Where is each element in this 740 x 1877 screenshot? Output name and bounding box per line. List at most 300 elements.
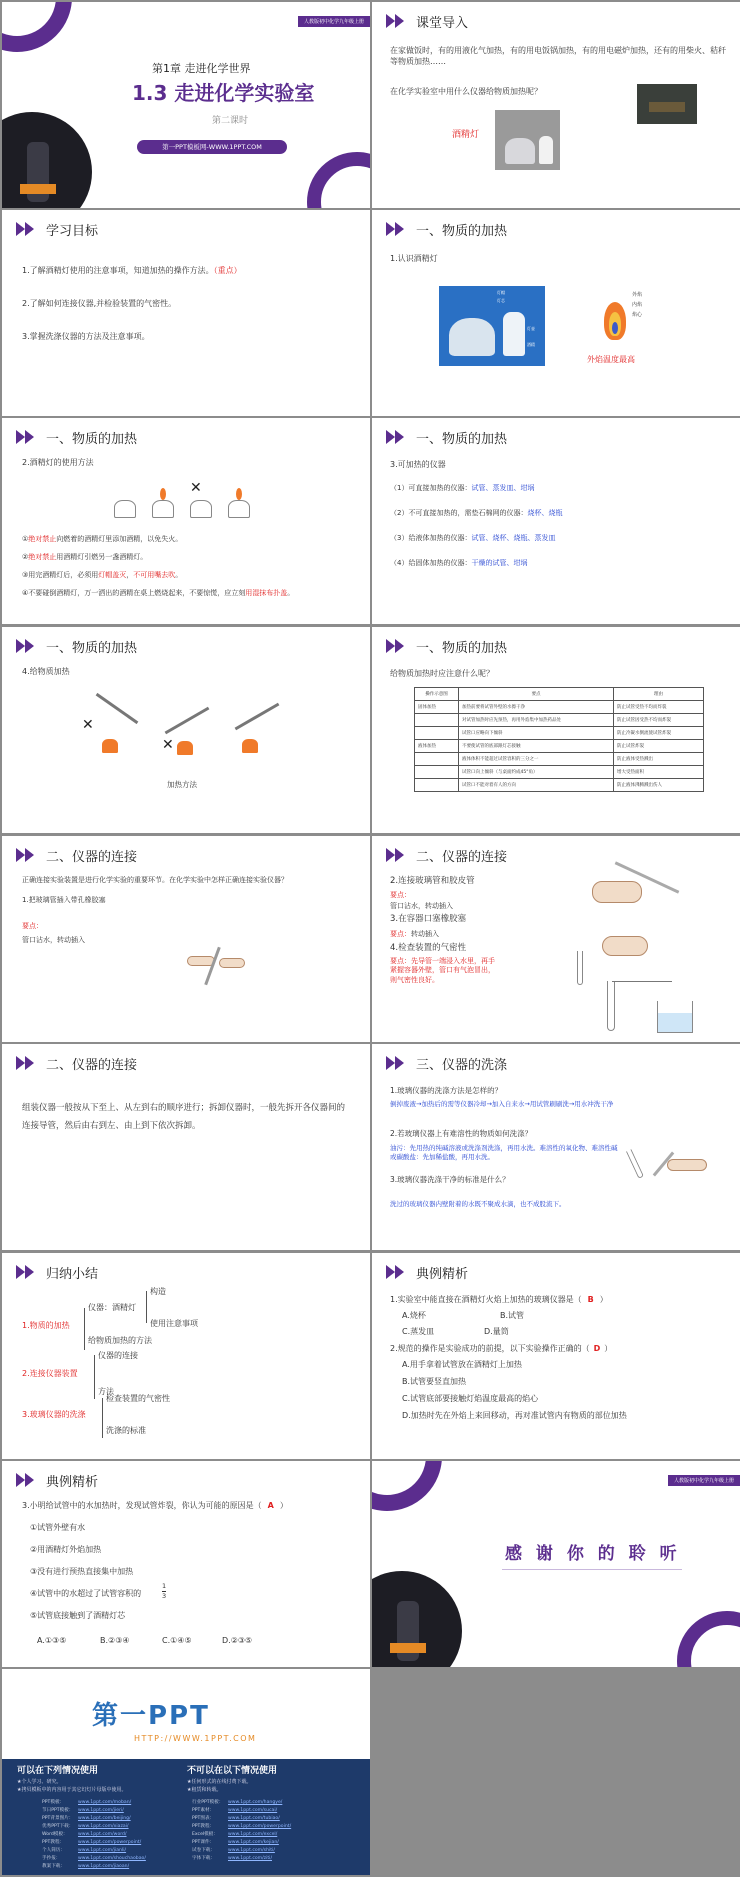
table-row bbox=[415, 714, 704, 727]
table-cell: 不要使试管的底部跟灯芯接触 bbox=[459, 740, 614, 753]
reason-item: ①试管外壁有水 bbox=[30, 1523, 86, 1532]
slide-title: 学习目标 bbox=[46, 223, 99, 239]
rule-warning: 灯帽盖灭 bbox=[98, 571, 127, 579]
slide-goals[interactable] bbox=[2, 210, 370, 416]
summary-node: 仪器的连接 bbox=[98, 1351, 138, 1360]
tree-bracket bbox=[102, 1398, 103, 1438]
goal-item-3: 3.掌握洗涤仪器的方法及注意事项。 bbox=[22, 332, 150, 341]
connect-step-4: 4.检查装置的气密性 bbox=[390, 943, 467, 953]
table-cell bbox=[415, 779, 459, 792]
rule-warning: 绝对禁止 bbox=[28, 535, 57, 543]
link-row bbox=[42, 1839, 146, 1847]
slide-header bbox=[372, 1261, 468, 1283]
lesson-subtitle: 第二课时 bbox=[212, 116, 249, 126]
line-label: （4）给固体加热的仪器： bbox=[390, 559, 472, 567]
link-row bbox=[42, 1855, 146, 1863]
link-row bbox=[42, 1863, 146, 1871]
allowed-item: ★拷贝模板中的内容用于其它幻灯片母版中使用。 bbox=[17, 1787, 127, 1793]
intro-question: 在化学实验室中用什么仪器给物质加热呢？ bbox=[390, 87, 542, 96]
key-detail: 管口沾水，转动插入 bbox=[390, 902, 453, 910]
double-arrow-icon bbox=[16, 222, 38, 236]
link-label: 节日PPT模板： bbox=[42, 1808, 74, 1813]
slide-cover[interactable] bbox=[2, 2, 370, 208]
slide-header bbox=[372, 1052, 507, 1074]
summary-node: 检查装置的气密性 bbox=[106, 1394, 170, 1403]
link-url[interactable]: www.1ppt.com/powerpoint/ bbox=[228, 1824, 292, 1829]
slide-header bbox=[2, 1052, 137, 1074]
example-question-3 bbox=[22, 1501, 288, 1512]
option[interactable]: D.②③⑤ bbox=[222, 1636, 253, 1645]
wash-answer-2: 油污：先用热的纯碱溶液或洗涤剂洗涤，再用水洗。难溶性的氧化物、难溶性碱或碳酸盐：先加稀盐酸，再用水洗。 bbox=[390, 1144, 618, 1161]
link-url[interactable]: www.1ppt.com/kejian/ bbox=[228, 1840, 279, 1845]
site-url[interactable]: HTTP://WWW.1PPT.COM bbox=[134, 1734, 257, 1743]
option[interactable]: C.试管底部要接触灯焰温度最高的焰心 bbox=[402, 1394, 539, 1403]
slide-title: 三、仪器的洗涤 bbox=[416, 1057, 508, 1073]
summary-node: 洗涤的标准 bbox=[106, 1426, 146, 1435]
line-value: 试管、蒸发皿、坩埚 bbox=[471, 484, 535, 492]
heating-caption: 加热方法 bbox=[167, 780, 197, 789]
question-text: 3.小明给试管中的水加热时，发现试管炸裂，你认为可能的原因是（ bbox=[22, 1501, 262, 1510]
table-cell: 固体加热 bbox=[415, 701, 459, 714]
rule-text: 。 bbox=[287, 589, 295, 597]
notes-question: 给物质加热时应注意什么呢？ bbox=[390, 669, 494, 678]
decor-ring-top bbox=[372, 1461, 442, 1511]
wash-answer-1: 倒掉废液→加热后的需等仪器冷却→加入自来水→用试管刷刷洗→用水冲洗干净 bbox=[390, 1100, 614, 1108]
double-arrow-icon bbox=[16, 1473, 38, 1487]
slide-examples-1[interactable] bbox=[372, 1253, 740, 1459]
double-arrow-icon bbox=[386, 222, 408, 236]
links-left-list bbox=[42, 1799, 146, 1871]
slide-connect-2[interactable] bbox=[372, 836, 740, 1042]
fraction-numerator: 1 bbox=[162, 1582, 167, 1590]
wash-question-1: 1.玻璃仪器的洗涤方法是怎样的？ bbox=[390, 1086, 503, 1095]
slide-subheading: 2.酒精灯的使用方法 bbox=[22, 458, 94, 467]
double-arrow-icon bbox=[16, 430, 38, 444]
link-row bbox=[42, 1815, 146, 1823]
goal-item-2: 2.了解如何连接仪器,并检验装置的气密性。 bbox=[22, 299, 177, 308]
fraction bbox=[162, 1583, 166, 1599]
site-logo: 第一PPT bbox=[92, 1701, 210, 1731]
goal-text: 1.了解酒精灯使用的注意事项，知道加热的操作方法。 bbox=[22, 266, 214, 275]
option[interactable]: B.试管要竖直加热 bbox=[402, 1377, 467, 1386]
slide-title: 典例精析 bbox=[416, 1266, 469, 1282]
slide-title: 一、物质的加热 bbox=[416, 640, 508, 656]
link-row bbox=[192, 1831, 291, 1839]
connect-step-2: 2.连接玻璃管和胶皮管 bbox=[390, 876, 475, 886]
key-line-3 bbox=[390, 930, 439, 939]
key-detail: 先导管一端浸入水里，再手紧握容器外壁，管口有气泡冒出，则气密性良好。 bbox=[390, 957, 495, 984]
lamp-part-label: 灯壶 bbox=[527, 326, 535, 331]
stopper-figure bbox=[187, 936, 247, 986]
link-url[interactable]: www.1ppt.com/ziti/ bbox=[228, 1856, 272, 1861]
slide-title: 一、物质的加热 bbox=[416, 223, 508, 239]
double-arrow-icon bbox=[386, 1056, 408, 1070]
option[interactable]: C.蒸发皿 bbox=[402, 1327, 435, 1336]
link-label: 手抄报： bbox=[42, 1856, 61, 1861]
rule-text: 用酒精灯引燃另一盏酒精灯。 bbox=[56, 553, 148, 561]
slide-lamp-usage[interactable] bbox=[2, 418, 370, 624]
key-label: 要点： bbox=[390, 957, 411, 965]
slide-connect-3[interactable] bbox=[2, 1044, 370, 1250]
flame-part-label: 焰心 bbox=[632, 312, 643, 318]
decor-ring-bottom bbox=[307, 152, 370, 208]
line-label: （3）给液体加热的仪器： bbox=[390, 534, 472, 542]
link-url[interactable]: www.1ppt.com/shiti/ bbox=[228, 1848, 275, 1853]
table-cell: 防止液体受热溅出 bbox=[614, 753, 704, 766]
summary-branch-1: 1.物质的加热 bbox=[22, 1321, 70, 1330]
double-arrow-icon bbox=[16, 1265, 38, 1279]
double-arrow-icon bbox=[386, 14, 408, 28]
answer-badge: A bbox=[267, 1501, 274, 1510]
slide-header bbox=[2, 1469, 98, 1491]
slide-header bbox=[2, 844, 137, 866]
slide-title: 二、仪器的连接 bbox=[46, 849, 138, 865]
link-url[interactable]: www.1ppt.com/xiazai/ bbox=[78, 1824, 129, 1829]
line-value: 烧杯、烧瓶 bbox=[527, 509, 563, 517]
slide-header bbox=[2, 1261, 98, 1283]
table-cell: 防止试管受热不均而炸裂 bbox=[614, 701, 704, 714]
reason-item: ④试管中的水超过了试管容积的 bbox=[30, 1589, 142, 1598]
link-label: Excel模板： bbox=[192, 1832, 218, 1837]
link-row bbox=[192, 1807, 291, 1815]
instrument-line-4 bbox=[390, 559, 527, 568]
slide-title: 一、物质的加热 bbox=[46, 431, 138, 447]
instrument-line-2 bbox=[390, 509, 562, 518]
rule-text: 不要碰倒酒精灯，万一洒出的酒精在桌上燃烧起来，不要惊慌，应立刻 bbox=[28, 589, 246, 597]
license-panel bbox=[2, 1759, 370, 1875]
link-url[interactable]: www.1ppt.com/word/ bbox=[78, 1832, 127, 1837]
summary-branch-3: 3.玻璃仪器的洗涤 bbox=[22, 1410, 86, 1419]
lamp-diagram bbox=[439, 286, 545, 366]
thanks-text: 感 谢 你 的 聆 听 bbox=[505, 1544, 681, 1564]
decor-ring-top bbox=[2, 2, 72, 52]
table-cell: 液体加热 bbox=[415, 740, 459, 753]
slide-subheading: 4.给物质加热 bbox=[22, 667, 70, 676]
lamp-part-label: 灯帽 bbox=[497, 290, 505, 295]
stove-photo bbox=[637, 84, 697, 124]
rule-text: ， bbox=[126, 571, 134, 579]
link-label: PPT教程： bbox=[42, 1840, 65, 1845]
link-label: PPT素材： bbox=[192, 1808, 215, 1813]
lamp-photo bbox=[495, 110, 560, 170]
flame-diagram bbox=[600, 292, 630, 347]
link-url[interactable]: www.1ppt.com/excel/ bbox=[228, 1832, 278, 1837]
tree-bracket bbox=[84, 1308, 85, 1350]
double-arrow-icon bbox=[16, 848, 38, 862]
slide-title: 归纳小结 bbox=[46, 1266, 99, 1282]
assembly-text: 组装仪器一般按从下至上、从左到右的顺序进行；拆卸仪器时，一般先拆开各仪器间的连接导管，然后由右到左、由上到下依次拆卸。 bbox=[22, 1103, 346, 1131]
table-cell: 对试管加热时应先预热，再用外焰集中加热药品处 bbox=[459, 714, 614, 727]
cross-mark-icon: ✕ bbox=[162, 737, 174, 753]
option[interactable]: C.①④⑤ bbox=[162, 1636, 192, 1645]
summary-node: 给物质加热的方法 bbox=[88, 1336, 152, 1345]
link-row bbox=[192, 1815, 291, 1823]
link-label: PPT模板： bbox=[42, 1800, 65, 1805]
link-url[interactable]: www.1ppt.com/powerpoint/ bbox=[78, 1840, 142, 1845]
link-row bbox=[42, 1831, 146, 1839]
instrument-line-3 bbox=[390, 534, 555, 543]
table-cell: 液体体积不能超过试管容积的三分之一 bbox=[459, 753, 614, 766]
rule-warning: 用湿抹布扑盖 bbox=[245, 589, 288, 597]
thanks-underline bbox=[502, 1569, 682, 1570]
slide-header bbox=[372, 844, 507, 866]
question-text: 1.实验室中能直接在酒精灯火焰上加热的玻璃仪器是（ bbox=[390, 1295, 582, 1304]
double-arrow-icon bbox=[386, 848, 408, 862]
slide-examples-2[interactable] bbox=[2, 1461, 370, 1667]
forbidden-title: 不可以在以下情况使用 bbox=[187, 1766, 278, 1776]
grade-tag: 人教版初中化学九年级上册 bbox=[298, 16, 370, 27]
grade-tag: 人教版初中化学九年级上册 bbox=[668, 1475, 740, 1486]
double-arrow-icon bbox=[386, 430, 408, 444]
slide-title: 典例精析 bbox=[46, 1474, 99, 1490]
microscope-image bbox=[372, 1571, 462, 1667]
slide-connect-1[interactable] bbox=[2, 836, 370, 1042]
cross-mark-icon: ✕ bbox=[190, 480, 202, 496]
rule-number: ② bbox=[22, 553, 29, 561]
slide-title: 一、物质的加热 bbox=[416, 431, 508, 447]
line-label: （2）不可直接加热的，需垫石棉网的仪器： bbox=[390, 509, 528, 517]
table-cell: 防止试管炸裂 bbox=[614, 740, 704, 753]
slide-title: 二、仪器的连接 bbox=[416, 849, 508, 865]
chapter-title: 第1章 走进化学世界 bbox=[152, 62, 251, 75]
decor-ring-bottom bbox=[677, 1611, 740, 1667]
washing-figure bbox=[622, 1144, 712, 1184]
link-label: 个人简历： bbox=[42, 1848, 65, 1853]
table-cell: 防止冷凝水倒流使试管炸裂 bbox=[614, 727, 704, 740]
double-arrow-icon bbox=[386, 639, 408, 653]
question-text: ） bbox=[599, 1295, 608, 1304]
summary-branch-2: 2.连接仪器装置 bbox=[22, 1369, 78, 1378]
link-row bbox=[192, 1823, 291, 1831]
link-row bbox=[192, 1855, 291, 1863]
link-row bbox=[192, 1847, 291, 1855]
link-url[interactable]: www.1ppt.com/jiaoan/ bbox=[78, 1864, 130, 1869]
line-value: 干燥的试管、坩埚 bbox=[471, 559, 528, 567]
table-row bbox=[415, 727, 704, 740]
table-row bbox=[415, 740, 704, 753]
slide-header bbox=[372, 218, 507, 240]
option[interactable]: A.①③⑤ bbox=[37, 1636, 67, 1645]
link-url[interactable]: www.1ppt.com/beijing/ bbox=[78, 1816, 131, 1821]
reason-item: ⑤试管底接触到了酒精灯芯 bbox=[30, 1611, 126, 1620]
slide-header bbox=[2, 635, 137, 657]
rule-text: 。 bbox=[175, 571, 183, 579]
slide-intro[interactable] bbox=[372, 2, 740, 208]
link-url[interactable]: www.1ppt.com/hangye/ bbox=[228, 1800, 283, 1805]
summary-leaf: 构造 bbox=[150, 1287, 166, 1296]
table-header-row bbox=[415, 688, 704, 701]
microscope-image bbox=[2, 112, 92, 208]
forbidden-item: ★任何形式的在线付费下载。 bbox=[187, 1779, 252, 1785]
summary-node: 方法 bbox=[98, 1387, 114, 1396]
summary-node: 仪器：酒精灯 bbox=[88, 1303, 136, 1312]
slide-thanks[interactable] bbox=[372, 1461, 740, 1667]
slide-lamp[interactable] bbox=[372, 210, 740, 416]
link-label: PPT教程： bbox=[192, 1824, 215, 1829]
rule-number: ① bbox=[22, 535, 29, 543]
link-row bbox=[192, 1839, 291, 1847]
option[interactable]: D.加热时先在外焰上来回移动，再对准试管内有物质的部位加热 bbox=[402, 1411, 627, 1420]
rule-warning: 绝对禁止 bbox=[28, 553, 57, 561]
wash-question-3: 3.玻璃仪器洗涤干净的标准是什么？ bbox=[390, 1175, 510, 1184]
rule-number: ④ bbox=[22, 589, 29, 597]
slide-summary[interactable] bbox=[2, 1253, 370, 1459]
table-row bbox=[415, 766, 704, 779]
slide-header bbox=[372, 635, 507, 657]
table-row bbox=[415, 779, 704, 792]
link-url[interactable]: www.1ppt.com/moban/ bbox=[78, 1800, 132, 1805]
reason-item: ③没有进行预热直接集中加热 bbox=[30, 1567, 134, 1576]
links-right-list bbox=[192, 1799, 291, 1863]
link-row bbox=[42, 1823, 146, 1831]
slide-instruments[interactable] bbox=[372, 418, 740, 624]
table-cell: 增大受热面积 bbox=[614, 766, 704, 779]
allowed-item: ★个人学习、研究。 bbox=[17, 1779, 62, 1785]
flame-part-label: 内焰 bbox=[632, 302, 643, 308]
instrument-line-1 bbox=[390, 484, 534, 493]
double-arrow-icon bbox=[16, 1056, 38, 1070]
table-cell bbox=[415, 727, 459, 740]
link-row bbox=[192, 1799, 291, 1807]
forbidden-item: ★租赁和转载。 bbox=[187, 1787, 222, 1793]
wash-answer-3: 洗过的玻璃仪器内壁附着的水既不聚成水滴，也不成股流下。 bbox=[390, 1200, 566, 1208]
link-url[interactable]: www.1ppt.com/jianli/ bbox=[78, 1848, 127, 1853]
link-url[interactable]: www.1ppt.com/shouchaobao/ bbox=[78, 1856, 146, 1861]
notes-table bbox=[414, 687, 704, 792]
link-label: 教案下载： bbox=[42, 1864, 65, 1869]
rule-1 bbox=[22, 535, 182, 544]
connect-step-3: 3.在容器口塞橡胶塞 bbox=[390, 914, 467, 924]
rule-4 bbox=[22, 589, 367, 598]
question-text: ） bbox=[279, 1501, 288, 1510]
link-row bbox=[42, 1847, 146, 1855]
answer-badge: B bbox=[587, 1295, 594, 1304]
reason-item: ②用酒精灯外焰加热 bbox=[30, 1545, 102, 1554]
summary-leaf: 使用注意事项 bbox=[150, 1319, 198, 1328]
slide-header bbox=[2, 218, 98, 240]
link-url[interactable]: www.1ppt.com/sucai/ bbox=[228, 1808, 278, 1813]
rule-2 bbox=[22, 553, 147, 562]
slide-title: 一、物质的加热 bbox=[46, 640, 138, 656]
key-line-4 bbox=[390, 957, 500, 985]
link-label: 优秀PPT下载： bbox=[42, 1824, 74, 1829]
slide-header bbox=[372, 426, 507, 448]
link-row bbox=[42, 1799, 146, 1807]
table-row bbox=[415, 701, 704, 714]
goal-item-1 bbox=[22, 266, 362, 277]
key-label: 要点： bbox=[22, 922, 43, 930]
intro-paragraph: 在家做饭时，有的用液化气加热，有的用电饭锅加热，有的用电磁炉加热，还有的用柴火、秸秆等物质加热…… bbox=[390, 46, 726, 66]
key-detail: 管口沾水，转动插入 bbox=[22, 936, 85, 944]
table-cell bbox=[415, 753, 459, 766]
table-cell: 防止试管因受热不均而炸裂 bbox=[614, 714, 704, 727]
option[interactable]: D.量筒 bbox=[484, 1327, 509, 1336]
link-url[interactable]: www.1ppt.com/tubiao/ bbox=[228, 1816, 280, 1821]
heating-figures bbox=[82, 697, 292, 767]
link-label: PPT背景图片： bbox=[42, 1816, 74, 1821]
table-cell: 试管口向上倾斜（与桌面约成45°角） bbox=[459, 766, 614, 779]
table-row bbox=[415, 753, 704, 766]
rule-3 bbox=[22, 571, 182, 580]
allowed-title: 可以在下列情况使用 bbox=[17, 1766, 99, 1776]
slide-header bbox=[372, 10, 468, 32]
slide-subheading: 1.把玻璃管插入带孔橡胶塞 bbox=[22, 896, 106, 904]
lamp-usage-figures bbox=[112, 480, 262, 530]
line-label: （1）可直接加热的仪器： bbox=[390, 484, 472, 492]
flame-part-label: 外焰 bbox=[632, 292, 643, 298]
double-arrow-icon bbox=[386, 1265, 408, 1279]
table-cell: 防止液体沸腾溅出伤人 bbox=[614, 779, 704, 792]
option[interactable]: A.烧杯 bbox=[402, 1311, 426, 1320]
table-header-cell: 操作示意图 bbox=[415, 688, 459, 701]
question-text: 2.规范的操作是实验成功的前提，以下实验操作正确的（ bbox=[390, 1344, 590, 1353]
option[interactable]: A.用手拿着试管放在酒精灯上加热 bbox=[402, 1360, 522, 1369]
table-cell: 试管口不能对着有人的方向 bbox=[459, 779, 614, 792]
slide-title: 二、仪器的连接 bbox=[46, 1057, 138, 1073]
key-detail: 转动插入 bbox=[411, 930, 439, 938]
slide-subheading: 1.认识酒精灯 bbox=[390, 254, 438, 263]
lamp-label: 酒精灯 bbox=[452, 130, 480, 140]
key-badge: （重点） bbox=[213, 266, 242, 275]
lamp-part-label: 酒精 bbox=[527, 342, 535, 347]
table-header-cell: 理由 bbox=[614, 688, 704, 701]
rule-text: 用完酒精灯后，必须用 bbox=[28, 571, 99, 579]
link-row bbox=[42, 1807, 146, 1815]
key-label: 要点： bbox=[390, 891, 411, 899]
wash-question-2: 2.若玻璃仪器上有难溶性的物质如何洗涤？ bbox=[390, 1129, 533, 1138]
link-label: 字体下载： bbox=[192, 1856, 215, 1861]
table-header-cell: 要点 bbox=[459, 688, 614, 701]
table-cell: 试管口应略向下倾斜 bbox=[459, 727, 614, 740]
example-question-2 bbox=[390, 1344, 612, 1355]
slide-heating[interactable] bbox=[2, 627, 370, 833]
lamp-part-label: 灯芯 bbox=[497, 298, 505, 303]
slide-heating-notes[interactable] bbox=[372, 627, 740, 833]
connect-figures bbox=[572, 876, 712, 1036]
option[interactable]: B.试管 bbox=[500, 1311, 525, 1320]
tree-bracket bbox=[146, 1291, 147, 1323]
link-url[interactable]: www.1ppt.com/jieri/ bbox=[78, 1808, 124, 1813]
question-text: ） bbox=[604, 1344, 613, 1353]
slide-license[interactable] bbox=[2, 1669, 370, 1875]
rule-text: 向燃着的酒精灯里添加酒精，以免失火。 bbox=[56, 535, 183, 543]
example-question-1 bbox=[390, 1295, 608, 1306]
table-cell: 加热前要将试管外壁的水擦干净 bbox=[459, 701, 614, 714]
table-cell bbox=[415, 766, 459, 779]
link-label: 试卷下载： bbox=[192, 1848, 215, 1853]
slide-header bbox=[2, 426, 137, 448]
cross-mark-icon: ✕ bbox=[82, 717, 94, 733]
link-label: PPT图表： bbox=[192, 1816, 215, 1821]
double-arrow-icon bbox=[16, 639, 38, 653]
tree-bracket bbox=[94, 1355, 95, 1399]
answer-badge: D bbox=[593, 1344, 601, 1353]
slide-washing[interactable] bbox=[372, 1044, 740, 1250]
site-banner[interactable]: 第一PPT模板网-WWW.1PPT.COM bbox=[137, 140, 287, 154]
link-label: PPT课件： bbox=[192, 1840, 215, 1845]
rule-number: ③ bbox=[22, 571, 29, 579]
fraction-denominator: 3 bbox=[162, 1591, 167, 1600]
flame-caption: 外焰温度最高 bbox=[587, 355, 635, 364]
link-label: 行业PPT模板： bbox=[192, 1800, 224, 1805]
key-label: 要点： bbox=[390, 930, 411, 938]
rule-warning: 不可用嘴去吹 bbox=[133, 571, 176, 579]
connect-intro: 正确连接实验装置是进行化学实验的重要环节。在化学实验中怎样正确连接实验仪器？ bbox=[22, 876, 288, 884]
slide-subheading: 3.可加热的仪器 bbox=[390, 460, 446, 469]
option[interactable]: B.②③④ bbox=[100, 1636, 130, 1645]
link-label: Word模板： bbox=[42, 1832, 68, 1837]
line-value: 试管、烧杯、烧瓶、蒸发皿 bbox=[471, 534, 556, 542]
